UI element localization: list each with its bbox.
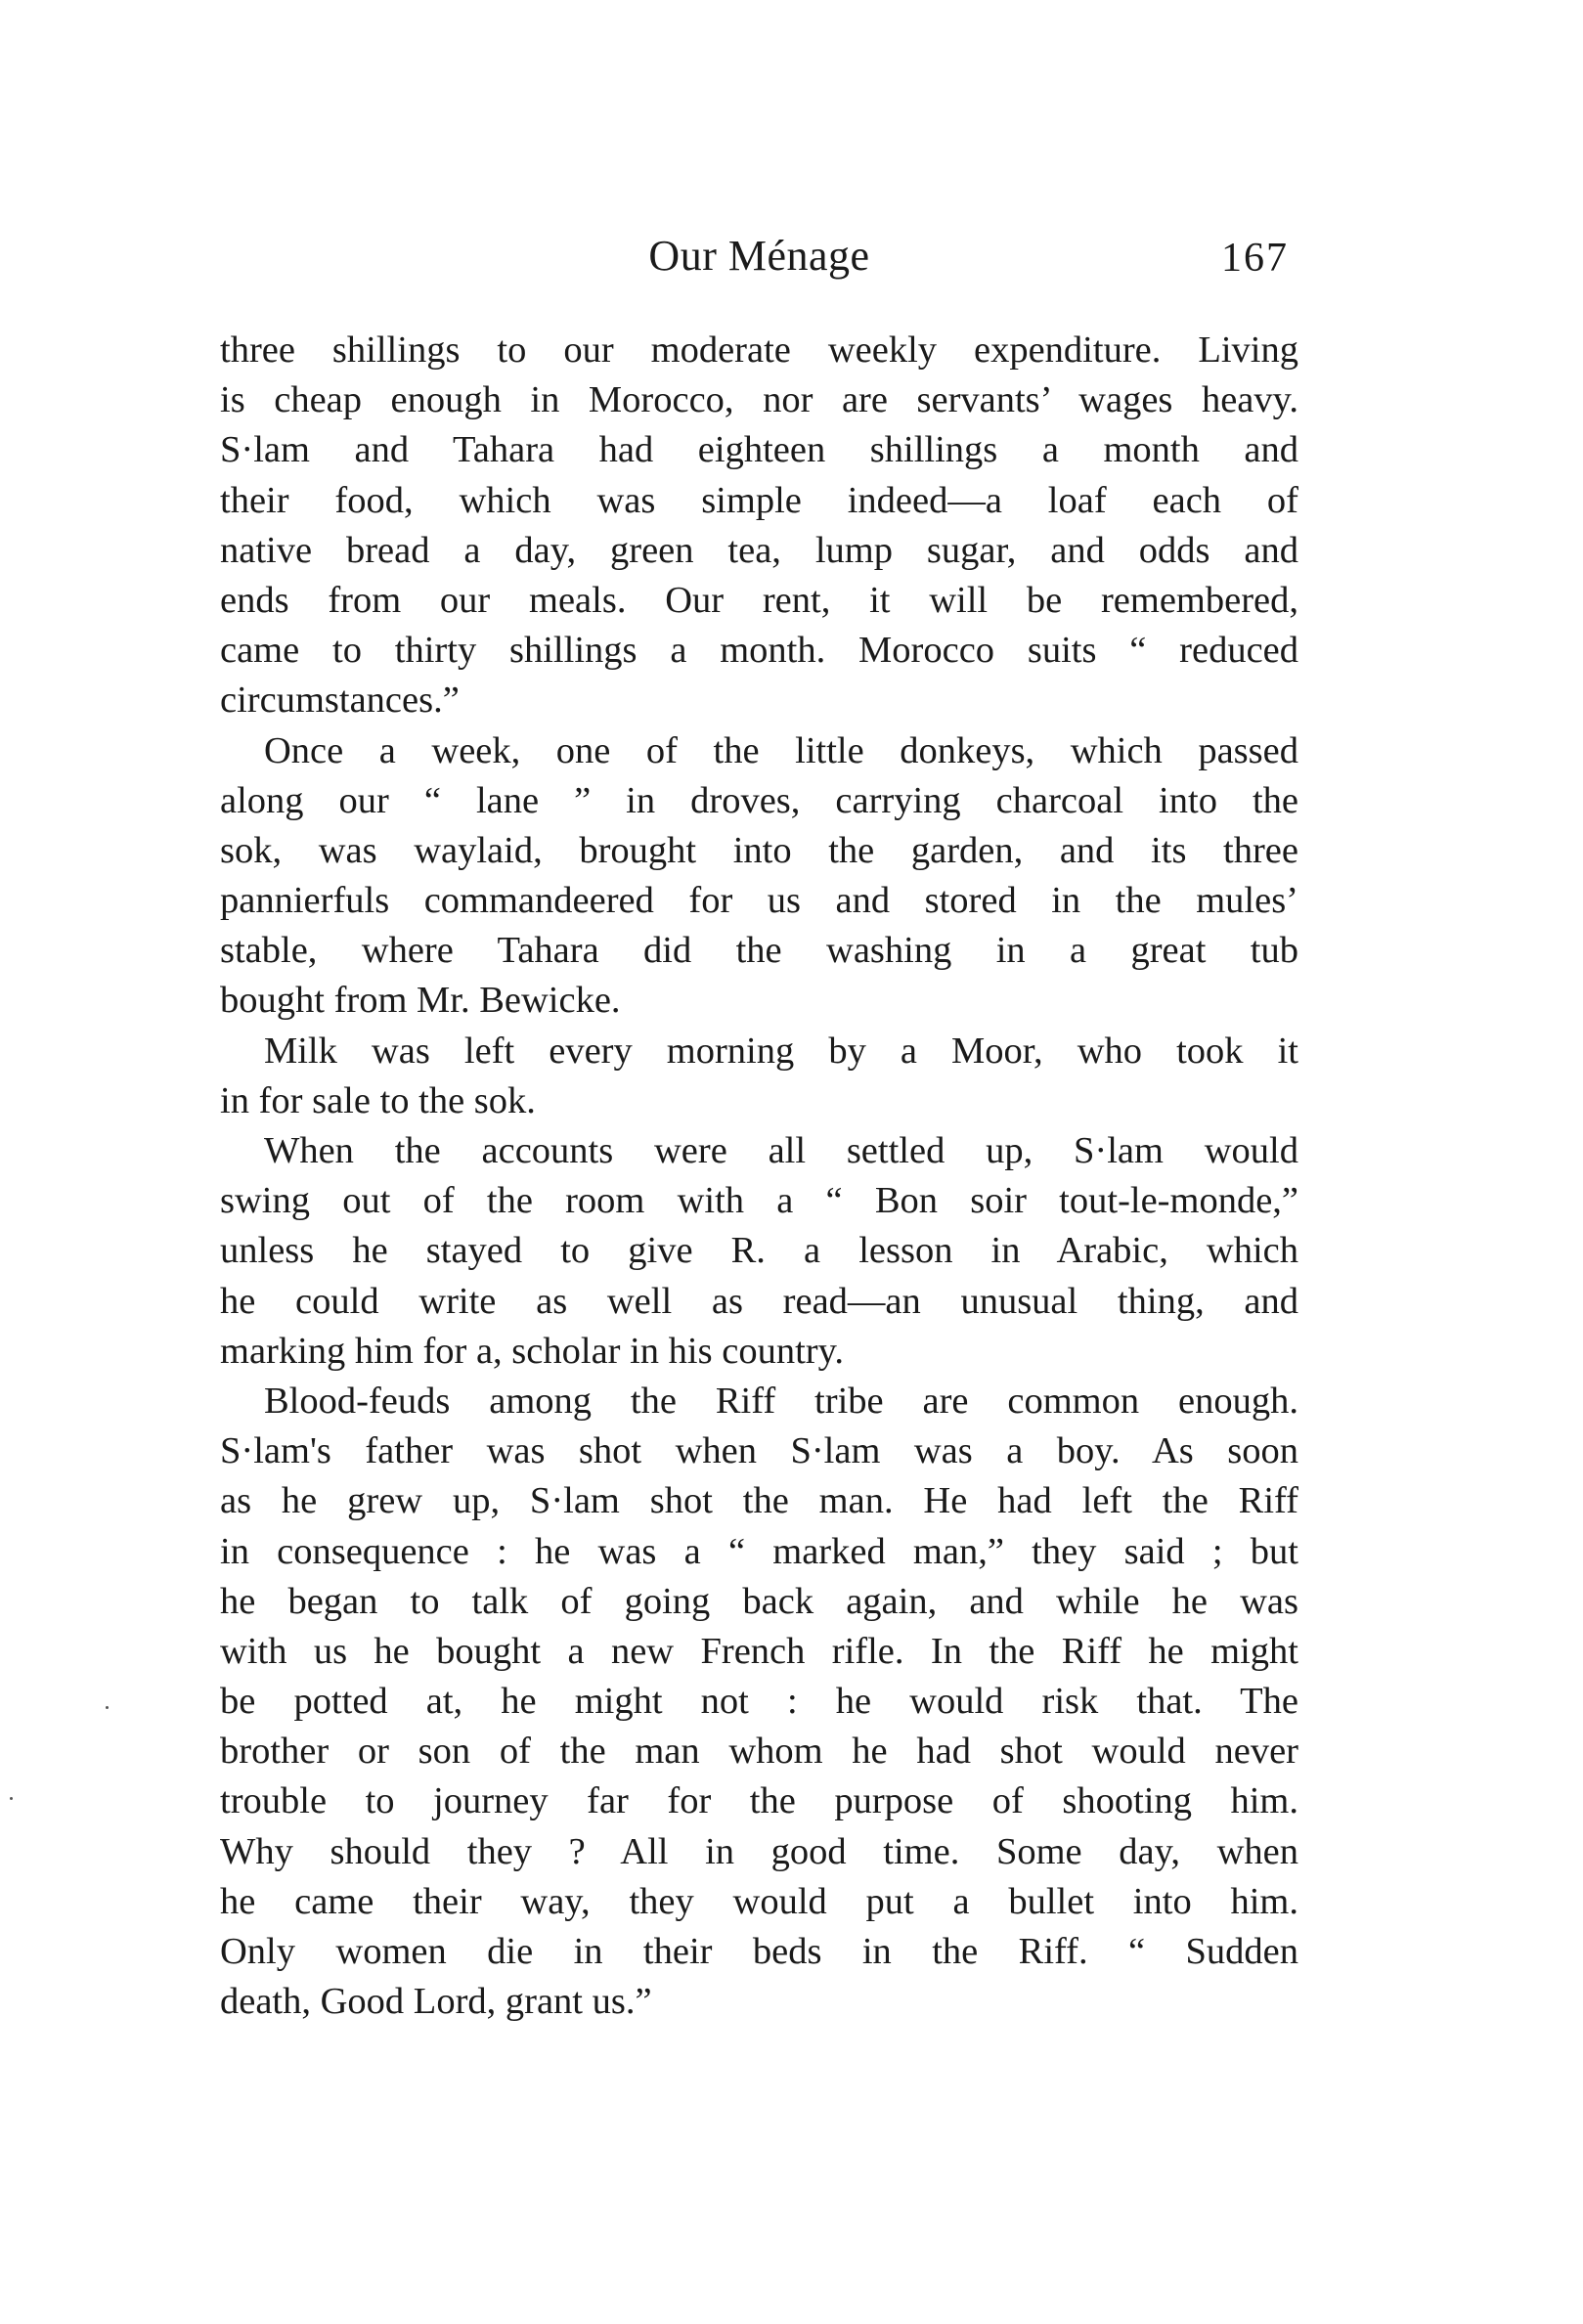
text-line: bought from Mr. Bewicke. <box>220 980 621 1022</box>
text-line: in consequence : he was a “ marked man,” they said ; but <box>220 1530 1298 1572</box>
text-line: death, Good Lord, grant us.” <box>220 1981 652 2023</box>
text-line: brother or son of the man whom he had shot would never <box>220 1731 1298 1773</box>
text-line: he could write as well as read—an unusual thing, and <box>220 1280 1298 1322</box>
chapter-title: Our Ménage <box>648 232 870 280</box>
text-line: S·lam's father was shot when S·lam was a boy. As soon <box>220 1430 1298 1472</box>
text-line: Blood-feuds among the Riff tribe are common enough. <box>264 1380 1298 1422</box>
text-line: trouble to journey far for the purpose of shooting him. <box>220 1780 1298 1822</box>
text-line: circumstances.” <box>220 680 460 722</box>
text-line: Only women die in their beds in the Riff. “ Sudden <box>220 1931 1298 1972</box>
text-line: unless he stayed to give R. a lesson in Arabic, which <box>220 1230 1298 1272</box>
ink-speck <box>106 1706 109 1709</box>
text-line: be potted at, he might not : he would risk that. The <box>220 1681 1298 1723</box>
paragraph-3 <box>220 1027 1298 1126</box>
text-line: Why should they ? All in good time. Some day, when <box>220 1830 1298 1872</box>
text-line: three shillings to our moderate weekly expenditure. Living <box>220 329 1298 371</box>
text-line: he came their way, they would put a bullet into him. <box>220 1880 1298 1922</box>
text-line: pannierfuls commandeered for us and stored in the mules’ <box>220 880 1298 922</box>
text-line: native bread a day, green tea, lump sugar, and odds and <box>220 529 1298 571</box>
paragraph-2 <box>220 726 1298 1027</box>
text-line: he began to talk of going back again, and while he was <box>220 1580 1298 1622</box>
text-line: is cheap enough in Morocco, nor are servants’ wages heavy. <box>220 379 1298 421</box>
text-line: sok, was waylaid, brought into the garden, and its three <box>220 829 1298 871</box>
paragraph-1 <box>220 326 1298 726</box>
text-line: stable, where Tahara did the washing in a great tub <box>220 930 1298 972</box>
text-line: ends from our meals. Our rent, it will be remembered, <box>220 579 1298 621</box>
text-line: in for sale to the sok. <box>220 1079 536 1121</box>
text-line: with us he bought a new French rifle. In the Riff he might <box>220 1630 1298 1672</box>
page-number: 167 <box>1221 236 1289 281</box>
text-line: Milk was left every morning by a Moor, who took it <box>264 1030 1298 1072</box>
text-line: as he grew up, S·lam shot the man. He had left the Riff <box>220 1480 1298 1522</box>
ink-speck <box>10 1797 13 1800</box>
text-line: When the accounts were all settled up, S·lam would <box>264 1130 1298 1171</box>
text-line: S·lam and Tahara had eighteen shillings a month and <box>220 429 1298 471</box>
paragraph-4 <box>220 1126 1298 1377</box>
paragraph-5 <box>220 1377 1298 2027</box>
text-line: Once a week, one of the little donkeys, which passed <box>264 729 1298 771</box>
running-head <box>220 231 1298 299</box>
body-text <box>220 326 1298 2027</box>
text-line: their food, which was simple indeed—a loaf each of <box>220 479 1298 521</box>
text-line: along our “ lane ” in droves, carrying charcoal into the <box>220 779 1298 821</box>
text-line: marking him for a, scholar in his country. <box>220 1330 844 1372</box>
text-line: swing out of the room with a “ Bon soir tout-le-monde,” <box>220 1180 1298 1222</box>
text-line: came to thirty shillings a month. Morocco suits “ reduced <box>220 630 1298 672</box>
